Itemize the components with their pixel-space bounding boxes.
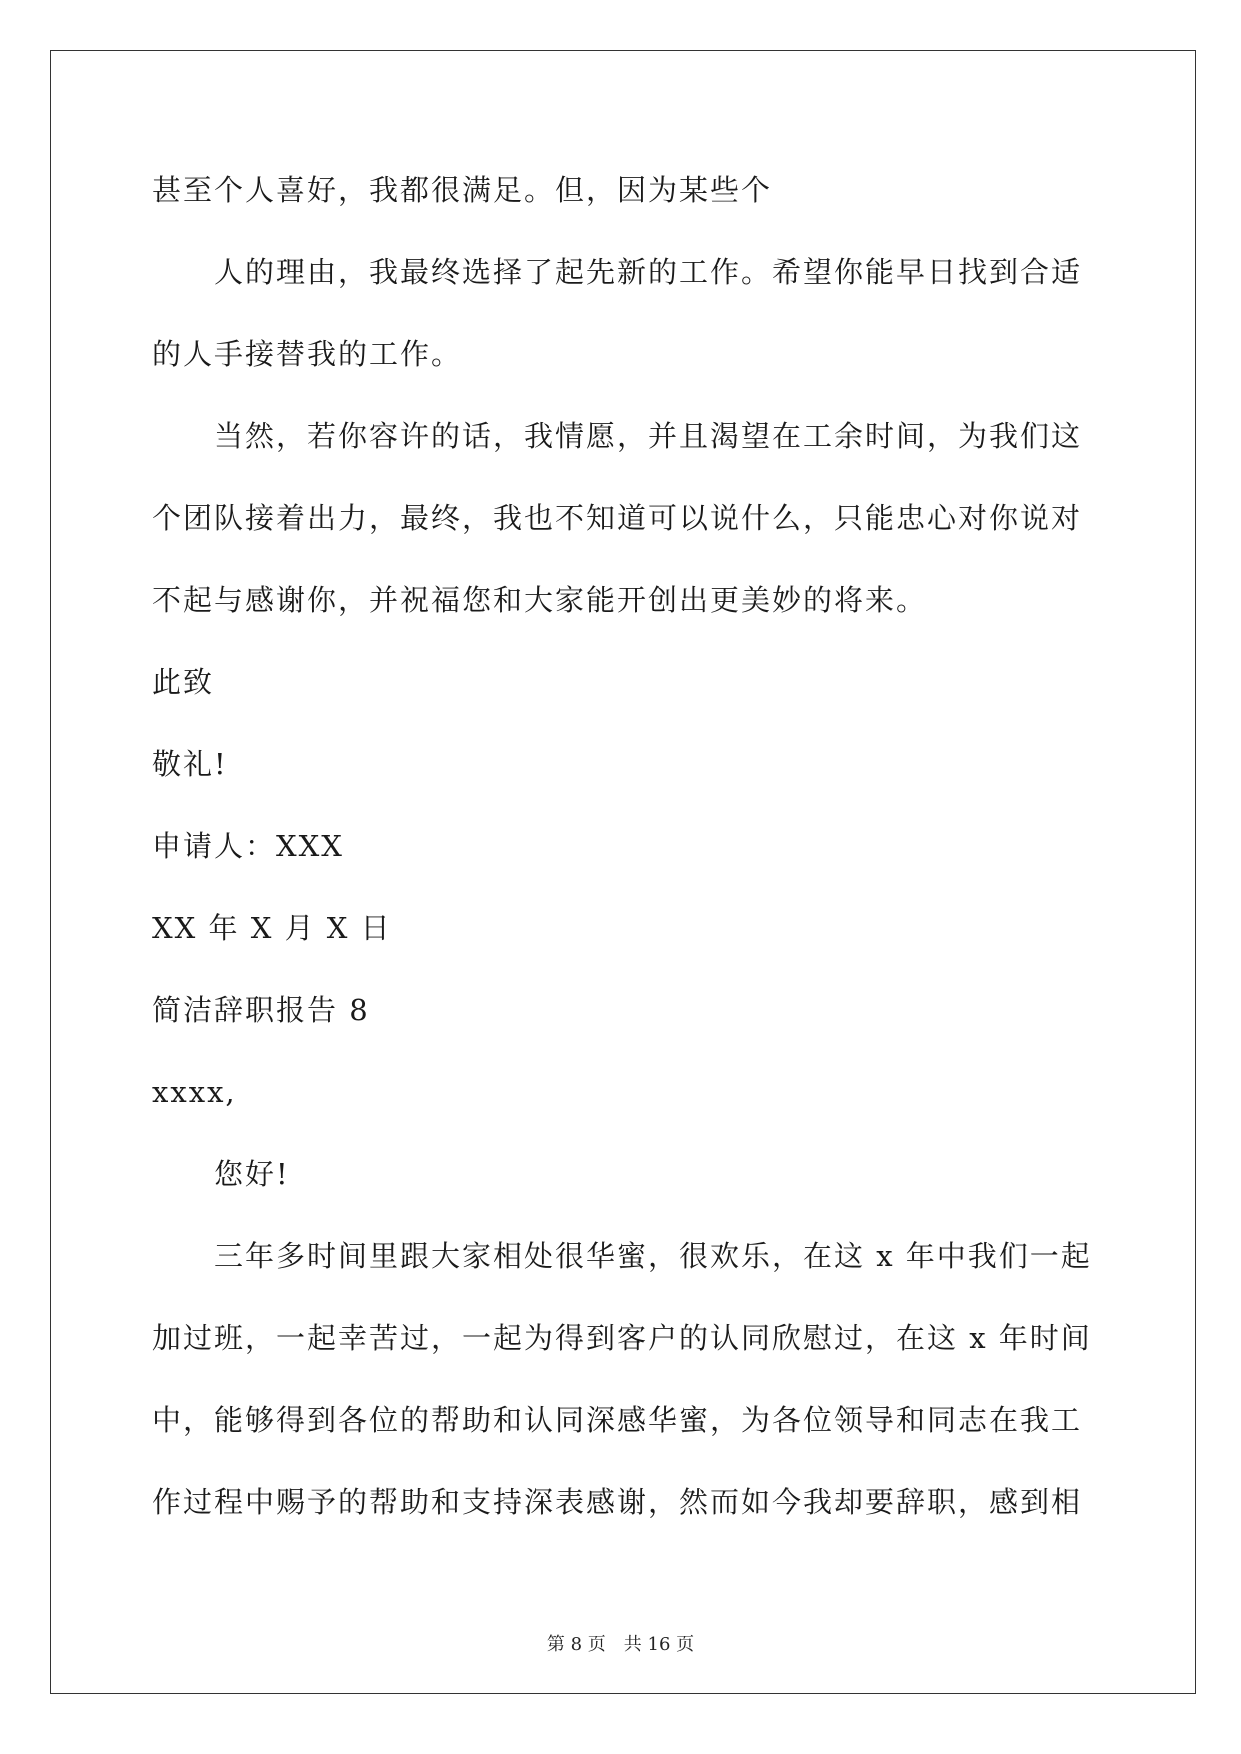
closing-salutation: 此致 [152, 665, 215, 699]
closing-regards: 敬礼! [152, 747, 228, 781]
text-line-6: 不起与感谢你，并祝福您和大家能开创出更美妙的将来。 [152, 583, 928, 617]
text-line-16: 中，能够得到各位的帮助和认同深感华蜜，为各位领导和同志在我工 [152, 1403, 1083, 1437]
page-number-total: 共 16 页 [623, 1634, 695, 1655]
greeting-line: 您好! [214, 1157, 290, 1191]
page-footer [0, 1634, 1241, 1656]
recipient-line: xxxx, [152, 1075, 237, 1109]
page-border [50, 50, 1196, 1694]
text-line-1: 甚至个人喜好，我都很满足。但，因为某些个 [152, 173, 773, 207]
text-line-17: 作过程中赐予的帮助和支持深表感谢，然而如今我却要辞职，感到相 [152, 1485, 1083, 1519]
page-number-current: 第 8 页 [546, 1634, 606, 1655]
text-line-4: 当然，若你容许的话，我情愿，并且渴望在工余时间，为我们这 [214, 419, 1083, 453]
text-line-14: 三年多时间里跟大家相处很华蜜，很欢乐，在这 x 年中我们一起 [214, 1239, 1092, 1273]
text-line-3: 的人手接替我的工作。 [152, 337, 463, 371]
applicant-line: 申请人：XXX [152, 829, 344, 863]
text-line-5: 个团队接着出力，最终，我也不知道可以说什么，只能忠心对你说对 [152, 501, 1083, 535]
text-line-2: 人的理由，我最终选择了起先新的工作。希望你能早日找到合适 [214, 255, 1083, 289]
date-line: XX 年 X 月 X 日 [152, 911, 392, 945]
section-title: 简洁辞职报告 8 [152, 993, 370, 1027]
text-line-15: 加过班，一起幸苦过，一起为得到客户的认同欣慰过，在这 x 年时间 [152, 1321, 1092, 1355]
